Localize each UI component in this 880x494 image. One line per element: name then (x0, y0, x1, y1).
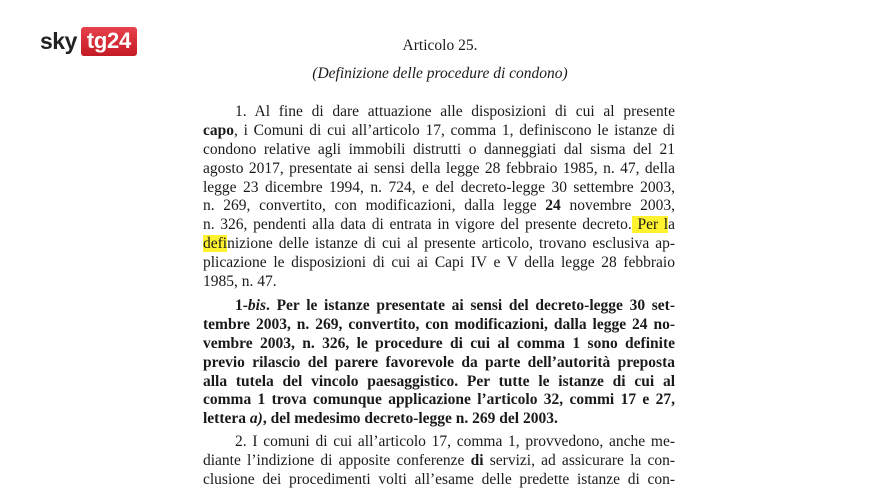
highlight: defi (203, 235, 228, 253)
text-line: 1-bis. Per le istanze presentate ai sensi del decreto-legge 30 set- (235, 297, 675, 314)
text-line: n. 326, pendenti alla data di entrata in vigore del presente decreto. Per la (203, 216, 675, 234)
text-line: plicazione le disposizioni di cui ai Capi IV e V della legge 28 febbraio (203, 254, 675, 272)
text-line: vembre 2003, n. 326, le procedure di cui al comma 1 sono definite (203, 334, 675, 352)
text-line: alla tutela del vincolo paesaggistico. Per tutte le istanze di cui al (203, 372, 675, 390)
text-line: comma 1 trova comunque applicazione l’articolo 32, commi 17 e 27, (203, 391, 675, 409)
text-line: legge 23 dicembre 1994, n. 724, e del decreto-legge 30 settembre 2003, (203, 178, 675, 196)
text-line: condono relative agli immobili distrutti o danneggiati dal sisma del 21 (203, 140, 675, 158)
text-line: diante l’indizione di apposite conferenze di servizi, ad assicurare la con- (203, 451, 675, 469)
logo-sky: sky (40, 28, 77, 54)
article-subtitle: (Definizione delle procedure di condono) (312, 65, 568, 82)
text-line: 2. I comuni di cui all’articolo 17, comma 1, provvedono, anche me- (235, 433, 675, 450)
text-line: n. 269, convertito, con modificazioni, dalla legge 24 novembre 2003, (203, 197, 675, 215)
text-line: clusione dei procedimenti volti all’esame delle predette istanze di con- (203, 470, 675, 488)
text-line: previo rilascio del parere favorevole da parte dell’autorità preposta (203, 353, 675, 371)
highlight: Per l (631, 216, 669, 234)
paragraph-1-bis (203, 297, 675, 429)
paragraph-2 (203, 433, 675, 490)
text-line: 1. Al fine di dare attuazione alle disposizioni di cui al presente (235, 103, 675, 120)
text-line: tembre 2003, n. 269, convertito, con modificazioni, dalla legge 24 no- (203, 315, 675, 333)
paragraph-1 (203, 103, 675, 292)
text-line: 1985, n. 47. (203, 273, 277, 291)
article-title: Articolo 25. (402, 37, 478, 54)
text-line: lettera a), del medesimo decreto-legge n. 269 del 2003. (203, 410, 558, 428)
logo-tg24: tg24 (81, 27, 137, 56)
text-line: capo, i Comuni di cui all’articolo 17, comma 1, definiscono le istanze di (203, 121, 675, 139)
text-line: definizione delle istanze di cui al presente articolo, trovano esclusiva ap- (203, 235, 675, 253)
text-line: agosto 2017, presentate ai sensi della legge 28 febbraio 1985, n. 47, della (203, 159, 675, 177)
